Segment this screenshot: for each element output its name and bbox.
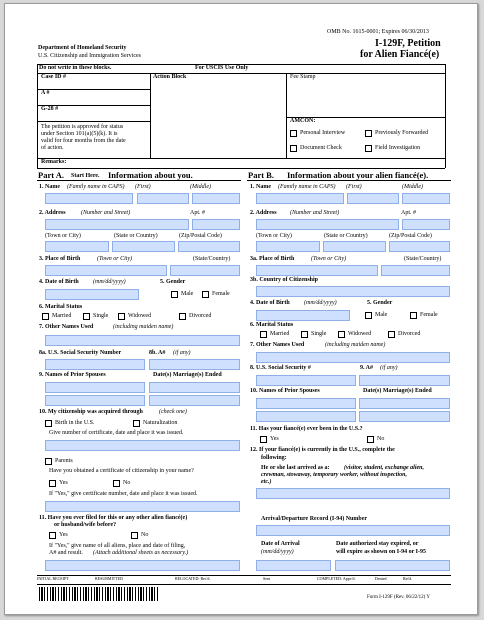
part-b-heading: Information about your alien fiancé(e). bbox=[287, 170, 429, 180]
b-marriage-ended-1-field[interactable] bbox=[359, 398, 450, 409]
a-dob-field[interactable] bbox=[45, 289, 139, 300]
part-a-heading: Information about you. bbox=[108, 170, 193, 180]
b-q12-label: 12. If your fiancé(e) is currently in the U.S., complete the bbox=[250, 447, 395, 453]
b-female-label: Female bbox=[420, 312, 438, 318]
footer-relocated: RELOCATED: Rec'd. bbox=[175, 576, 211, 581]
b-q1-family: (Family name in CAPS) bbox=[278, 184, 336, 190]
a-naturalization-cert-field[interactable] bbox=[45, 440, 240, 451]
form-subtitle: for Alien Fiancé(e) bbox=[360, 49, 440, 60]
b-q8-label: 8. U.S. Social Security # bbox=[250, 365, 311, 371]
a-filed-yes-label: Yes bbox=[59, 532, 68, 538]
b-widowed-label: Widowed bbox=[348, 331, 372, 337]
a-naturalization-checkbox[interactable] bbox=[133, 420, 140, 427]
b-prior-spouse-1-field[interactable] bbox=[256, 398, 356, 409]
a-female-checkbox[interactable] bbox=[202, 291, 209, 298]
b-q3a-sub: (Town or City) bbox=[311, 256, 347, 262]
b-town-field[interactable] bbox=[256, 241, 320, 252]
b-citizenship-field[interactable] bbox=[256, 286, 450, 297]
b-divorced-checkbox[interactable] bbox=[388, 331, 395, 338]
b-auth-stay-label-2: will expire as shown on I-94 or I-95 bbox=[336, 549, 426, 555]
b-zip-label: (Zip/Postal Code) bbox=[389, 233, 432, 239]
personal-interview-checkbox[interactable] bbox=[290, 130, 297, 137]
approved-line-3: valid for four months from the date bbox=[41, 138, 126, 144]
b-apt-field[interactable] bbox=[402, 219, 450, 230]
a-prior-spouse-1-field[interactable] bbox=[45, 382, 145, 393]
b-male-checkbox[interactable] bbox=[365, 312, 372, 319]
footer-resubmitted: RESUBMITTED bbox=[95, 576, 123, 581]
b-widowed-checkbox[interactable] bbox=[338, 331, 345, 338]
g28-label: G-28 # bbox=[41, 106, 59, 112]
a-q10-label: 10. My citizenship was acquired through bbox=[39, 409, 143, 415]
a-marriage-ended-1-field[interactable] bbox=[149, 382, 240, 393]
a-q1-first: (First) bbox=[135, 184, 151, 190]
b-divorced-label: Divorced bbox=[398, 331, 421, 337]
a-q9-dates: Date(s) Marriage(s) Ended bbox=[153, 372, 222, 378]
a-family-name-field[interactable] bbox=[45, 193, 133, 204]
a-married-checkbox[interactable] bbox=[42, 313, 49, 320]
a-number-label: A # bbox=[41, 90, 50, 96]
a-street-field[interactable] bbox=[45, 219, 189, 230]
a-q7-label: 7. Other Names Used bbox=[39, 324, 94, 330]
b-q1-first: (First) bbox=[346, 184, 362, 190]
b-q4-sub: (mm/dd/yyyy) bbox=[304, 300, 337, 306]
b-marriage-ended-2-field[interactable] bbox=[359, 411, 450, 422]
b-middle-name-field[interactable] bbox=[402, 193, 450, 204]
a-single-checkbox[interactable] bbox=[83, 313, 90, 320]
a-q6-label: 6. Marital Status bbox=[39, 304, 83, 310]
b-town-label: (Town or City) bbox=[256, 233, 292, 239]
b-male-label: Male bbox=[375, 312, 388, 318]
b-arrival-date-field[interactable] bbox=[256, 560, 331, 571]
a-citizenship-cert-field[interactable] bbox=[45, 501, 240, 512]
a-if-yes-cert-label: If "Yes," give certificate number, date and place it was issued. bbox=[49, 491, 198, 497]
b-married-label: Married bbox=[270, 331, 290, 337]
a-state-field[interactable] bbox=[112, 241, 175, 252]
a-town-field[interactable] bbox=[45, 241, 109, 252]
a-q2-sub: (Number and Street) bbox=[81, 210, 131, 216]
field-investigation-checkbox[interactable] bbox=[365, 145, 372, 152]
case-id-label: Case ID # bbox=[41, 74, 66, 80]
approved-line-2: under Section 101(a)(5)(k). It is bbox=[41, 131, 118, 137]
a-parents-label: Parents bbox=[55, 458, 73, 464]
b-q7-sub: (including maiden name) bbox=[325, 342, 386, 348]
b-married-checkbox[interactable] bbox=[260, 331, 267, 338]
b-q12-arrived-sub-3: etc.) bbox=[261, 479, 272, 485]
b-q12-arrived: He or she last arrived as a: bbox=[261, 465, 330, 471]
b-anumber-field[interactable] bbox=[359, 375, 450, 386]
a-if-yes-alien-label-2: A# and result. bbox=[49, 550, 83, 556]
omb-number: OMB No. 1615-0001; Expires 06/30/2013 bbox=[327, 29, 429, 35]
uscis-use-label: For USCIS Use Only bbox=[195, 65, 249, 71]
b-q3a-state: (State/Country) bbox=[404, 256, 442, 262]
remarks-label: Remarks: bbox=[41, 159, 67, 165]
a-divorced-checkbox[interactable] bbox=[179, 313, 186, 320]
part-b-label: Part B. bbox=[248, 170, 274, 180]
a-q1-label: 1. Name bbox=[39, 184, 60, 190]
a-zip-label: (Zip/Postal Code) bbox=[179, 233, 222, 239]
b-birth-town-field[interactable] bbox=[256, 265, 378, 276]
b-auth-stay-field[interactable] bbox=[335, 560, 450, 571]
form-page bbox=[4, 3, 478, 615]
approved-line-1: The petition is approved for status bbox=[41, 124, 124, 130]
a-first-name-field[interactable] bbox=[137, 193, 189, 204]
a-prior-filings-field[interactable] bbox=[45, 560, 240, 571]
b-auth-stay-label: Date authorized stay expired, or bbox=[336, 541, 419, 547]
a-q2-label: 2. Address bbox=[39, 210, 66, 216]
a-widowed-label: Widowed bbox=[128, 313, 152, 319]
a-q3-sub: (Town or City) bbox=[97, 256, 133, 262]
a-filed-yes-checkbox[interactable] bbox=[49, 532, 56, 539]
a-anumber-field[interactable] bbox=[149, 359, 240, 370]
form-revision: Form I-129F (Rev. 06/22/12) Y bbox=[367, 595, 430, 600]
fee-stamp-label: Fee Stamp bbox=[290, 74, 316, 80]
b-state-field[interactable] bbox=[323, 241, 386, 252]
a-widowed-checkbox[interactable] bbox=[118, 313, 125, 320]
a-give-cert-label: Give number of certificate, date and place it was issued. bbox=[49, 430, 184, 436]
a-cert-yes-label: Yes bbox=[59, 480, 68, 486]
a-cert-no-label: No bbox=[123, 480, 131, 486]
b-prior-spouse-2-field[interactable] bbox=[256, 411, 356, 422]
a-q8b-label: 8b. A# bbox=[149, 350, 166, 356]
b-q2-sub: (Number and Street) bbox=[290, 210, 340, 216]
a-male-label: Male bbox=[181, 291, 194, 297]
b-q10-dates: Date(s) Marriage(s) Ended bbox=[363, 388, 432, 394]
a-zip-field[interactable] bbox=[178, 241, 240, 252]
a-q3-label: 3. Place of Birth bbox=[39, 256, 81, 262]
a-birth-us-checkbox[interactable] bbox=[45, 420, 52, 427]
b-q9-sub: (if any) bbox=[380, 365, 398, 371]
a-q5-label: 5. Gender bbox=[160, 279, 186, 285]
amcon-label: AMCON: bbox=[290, 118, 316, 124]
b-q3b-label: 3b. Country of Citizenship bbox=[250, 277, 319, 283]
b-apt-label: Apt. # bbox=[401, 210, 416, 216]
b-been-us-yes-checkbox[interactable] bbox=[260, 436, 267, 443]
agency-name: U.S. Citizenship and Immigration Services bbox=[38, 53, 141, 59]
document-check-label: Document Check bbox=[300, 145, 342, 151]
a-q11-label: 11. Have you ever filed for this or any other alien fiancé(e) bbox=[39, 515, 188, 521]
action-block-label: Action Block bbox=[153, 74, 187, 80]
b-zip-field[interactable] bbox=[389, 241, 450, 252]
b-q12-label-2: following: bbox=[261, 455, 287, 461]
document-check-checkbox[interactable] bbox=[290, 145, 297, 152]
a-prior-spouse-2-field[interactable] bbox=[45, 395, 145, 406]
b-state-label: (State or Country) bbox=[324, 233, 368, 239]
footer-sent: Sent bbox=[263, 576, 271, 581]
b-q9-label: 9. A# bbox=[360, 365, 374, 371]
footer-completed: COMPLETED: Appv'd. bbox=[317, 576, 356, 581]
b-been-us-no-checkbox[interactable] bbox=[367, 436, 374, 443]
a-male-checkbox[interactable] bbox=[171, 291, 178, 298]
approved-line-4: of action. bbox=[41, 145, 64, 151]
b-arrived-as-field[interactable] bbox=[256, 488, 450, 499]
b-q12-arrived-sub-2: crewman, stowaway, temporary worker, without inspection, bbox=[261, 472, 407, 478]
a-q1-family: (Family name in CAPS) bbox=[67, 184, 125, 190]
b-q10-label: 10. Names of Prior Spouses bbox=[250, 388, 320, 394]
a-birth-town-field[interactable] bbox=[45, 265, 167, 276]
b-q6-label: 6. Marital Status bbox=[250, 322, 294, 328]
a-q8a-label: 8a. U.S. Social Security Number bbox=[39, 350, 122, 356]
b-q5-label: 5. Gender bbox=[367, 300, 393, 306]
previously-forwarded-checkbox[interactable] bbox=[365, 130, 372, 137]
a-cert-no-checkbox[interactable] bbox=[113, 480, 120, 487]
b-family-name-field[interactable] bbox=[256, 193, 344, 204]
b-i94-label: Arrival/Departure Record (I-94) Number bbox=[261, 516, 368, 522]
a-q4-label: 4. Date of Birth bbox=[39, 279, 79, 285]
do-not-write-label: Do not write in these blocks. bbox=[39, 65, 112, 71]
a-naturalization-label: Naturalization bbox=[143, 420, 178, 426]
b-street-field[interactable] bbox=[256, 219, 399, 230]
b-arrival-sub: (mm/dd/yyyy) bbox=[261, 549, 294, 555]
b-q12-arrived-sub: (visitor, student, exchange alien, bbox=[344, 465, 425, 471]
a-q7-sub: (including maiden name) bbox=[113, 324, 174, 330]
part-a-start: Start Here. bbox=[71, 173, 100, 179]
a-if-yes-alien-label: If "Yes," give name of all aliens, place and date of filing, bbox=[49, 543, 186, 549]
a-married-label: Married bbox=[52, 313, 72, 319]
a-q4-sub: (mm/dd/yyyy) bbox=[93, 279, 126, 285]
barcode bbox=[39, 587, 159, 601]
b-single-label: Single bbox=[311, 331, 327, 337]
a-filed-no-label: No bbox=[141, 532, 149, 538]
personal-interview-label: Personal Interview bbox=[300, 130, 346, 136]
a-attach-sheets-label: (Attach additional sheets as necessary.) bbox=[93, 550, 189, 556]
a-parents-checkbox[interactable] bbox=[45, 458, 52, 465]
a-marriage-ended-2-field[interactable] bbox=[149, 395, 240, 406]
form-title: I-129F, Petition bbox=[375, 38, 441, 49]
a-divorced-label: Divorced bbox=[189, 313, 212, 319]
b-birth-state-field[interactable] bbox=[381, 265, 450, 276]
a-birth-us-label: Birth in the U.S. bbox=[55, 420, 95, 426]
b-q1-middle: (Middle) bbox=[402, 184, 423, 190]
a-apt-label: Apt. # bbox=[190, 210, 205, 216]
a-q8b-sub: (if any) bbox=[173, 350, 191, 356]
a-q3-state: (State/Country) bbox=[193, 256, 231, 262]
department-name: Department of Homeland Security bbox=[38, 45, 127, 51]
b-been-us-no-label: No bbox=[377, 436, 385, 442]
a-obtained-cert-label: Have you obtained a certificate of citizenship in your name? bbox=[49, 468, 194, 474]
field-investigation-label: Field Investigation bbox=[375, 145, 421, 151]
a-other-names-field[interactable] bbox=[45, 335, 240, 346]
a-middle-name-field[interactable] bbox=[192, 193, 240, 204]
a-birth-state-field[interactable] bbox=[170, 265, 240, 276]
b-i94-field[interactable] bbox=[256, 525, 450, 536]
a-state-label: (State or Country) bbox=[114, 233, 158, 239]
b-q11-label: 11. Has your fiancé(e) ever been in the U.S.? bbox=[250, 426, 363, 432]
footer-denied: Denied bbox=[375, 576, 387, 581]
footer-returned: Ret'd. bbox=[403, 576, 413, 581]
b-other-names-field[interactable] bbox=[256, 352, 450, 363]
a-q1-middle: (Middle) bbox=[190, 184, 211, 190]
a-cert-yes-checkbox[interactable] bbox=[49, 480, 56, 487]
b-arrival-label: Date of Arrival bbox=[261, 541, 300, 547]
b-been-us-yes-label: Yes bbox=[270, 436, 279, 442]
a-ssn-field[interactable] bbox=[45, 359, 145, 370]
b-single-checkbox[interactable] bbox=[301, 331, 308, 338]
a-town-label: (Town or City) bbox=[45, 233, 81, 239]
a-q11-label-2: or husband/wife before? bbox=[54, 522, 117, 528]
a-apt-field[interactable] bbox=[192, 219, 240, 230]
a-female-label: Female bbox=[212, 291, 230, 297]
b-female-checkbox[interactable] bbox=[410, 312, 417, 319]
previously-forwarded-label: Previously Forwarded bbox=[375, 130, 429, 136]
part-a-label: Part A. bbox=[38, 170, 64, 180]
a-q9-label: 9. Names of Prior Spouses bbox=[39, 372, 106, 378]
footer-initial-receipt: INITIAL RECEIPT bbox=[37, 576, 69, 581]
b-q2-label: 2. Address bbox=[250, 210, 277, 216]
b-q3a-label: 3a. Place of Birth bbox=[250, 256, 295, 262]
b-q4-label: 4. Date of Birth bbox=[250, 300, 290, 306]
a-single-label: Single bbox=[93, 313, 109, 319]
a-filed-no-checkbox[interactable] bbox=[131, 532, 138, 539]
a-q10-sub: (check one) bbox=[159, 409, 187, 415]
b-first-name-field[interactable] bbox=[347, 193, 399, 204]
b-dob-field[interactable] bbox=[256, 310, 350, 321]
b-q7-label: 7. Other Names Used bbox=[250, 342, 305, 348]
b-q1-label: 1. Name bbox=[250, 184, 271, 190]
b-ssn-field[interactable] bbox=[256, 375, 356, 386]
